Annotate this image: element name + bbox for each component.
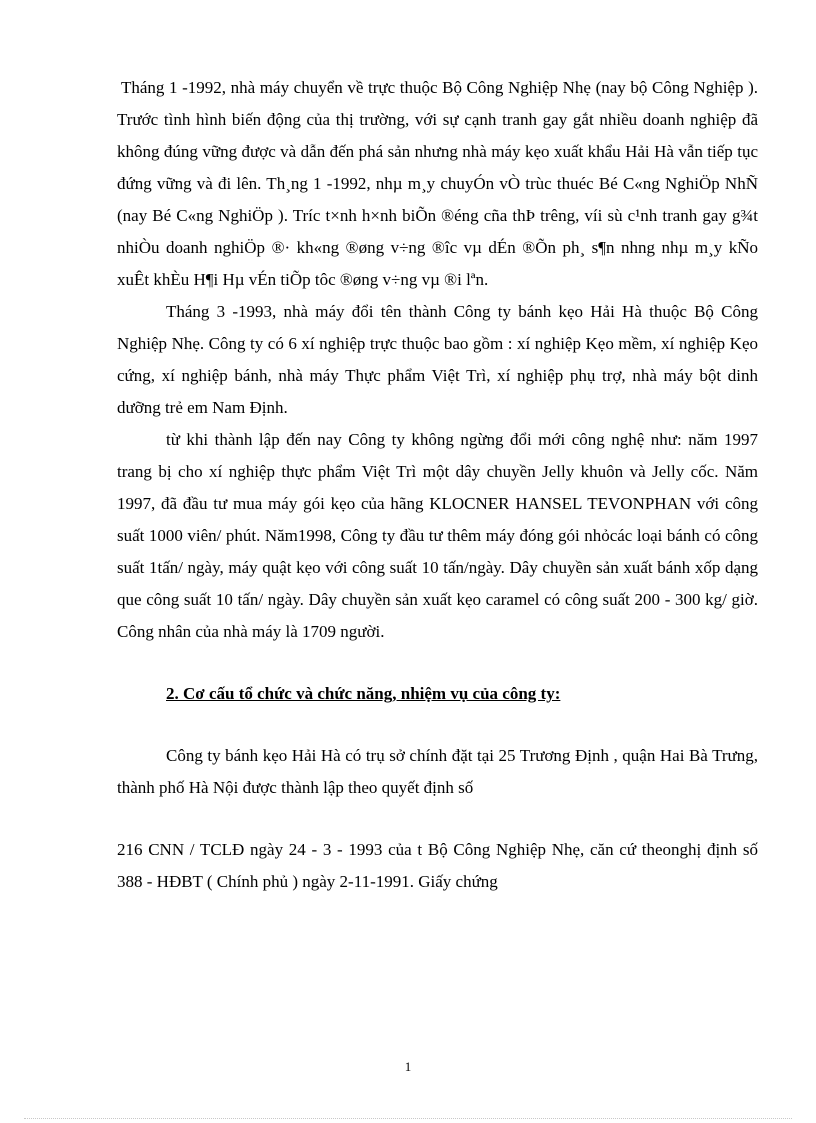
section-heading [117,678,758,710]
paragraph-history-1992: Tháng 1 -1992, nhà máy chuyển về trực thuộc Bộ Công Nghiệp Nhẹ (nay bộ Công Nghiệp ). Trước tình hình biến động của thị trường, với sự cạnh tranh gay gắt nhiều doanh nghiệp đã không đúng vững được và dẫn đến phá sản nhưng nhà máy kẹo xuất khẩu Hải Hà vẫn tiếp tục đứng vững và đi lên. Th¸ng 1 -1992, nhµ m¸y chuyÓn vÒ trùc thuéc Bé C«ng NghiÖp NhÑ (nay Bé C«ng NghiÖp ). Tríc t×nh h×nh biÕn ®éng cña thÞ trêng, víi sù c¹nh tranh gay g¾t nhiÒu doanh nghiÖp ®· kh«ng ®øng v÷ng ®îc vµ dÉn ®Õn ph¸ s¶n nhng nhµ m¸y kÑo xuÊt khÈu H¶i Hµ vÉn tiÕp tôc ®øng v÷ng vµ ®i lªn. [117,78,758,289]
page-body [117,72,758,898]
paragraph-headquarters: Công ty bánh kẹo Hải Hà có trụ sở chính đặt tại 25 Trương Định , quận Hai Bà Trưng, thành phố Hà Nội được thành lập theo quyết định số [117,746,758,797]
page-number: 1 [404,1059,412,1074]
paragraph-history-1993: Tháng 3 -1993, nhà máy đổi tên thành Công ty bánh kẹo Hải Hà thuộc Bộ Công Nghiệp Nhẹ. Công ty có 6 xí nghiệp trực thuộc bao gồm : xí nghiệp Kẹo mềm, xí nghiệp Kẹo cứng, xí nghiệp bánh, nhà máy Thực phẩm Việt Trì, xí nghiệp phụ trợ, nhà máy bột dinh dưỡng trẻ em Nam Định. [117,302,758,417]
section-heading-text: 2. Cơ cấu tổ chức và chức năng, nhiệm vụ của công ty: [166,684,561,703]
paragraph-technology-investment: từ khi thành lập đến nay Công ty không ngừng đổi mới công nghệ như: năm 1997 trang bị cho xí nghiệp thực phẩm Việt Trì một dây chuyền Jelly khuôn và Jelly cốc. Năm 1997, đã đầu tư mua máy gói kẹo của hãng KLOCNER HANSEL TEVONPHAN với công suất 1000 viên/ phút. Năm1998, Công ty đầu tư thêm máy đóng gói nhỏcác loại bánh có công suất 1tấn/ ngày, máy quật kẹo với công suất 10 tấn/ngày. Dây chuyền sản xuất bánh xốp dạng que công suất 10 tấn/ ngày. Dây chuyền sản xuất kẹo caramel có công suất 200 - 300 kg/ giờ. Công nhân của nhà máy là 1709 người. [117,430,758,641]
paragraph-decision: 216 CNN / TCLĐ ngày 24 - 3 - 1993 của t Bộ Công Nghiệp Nhẹ, căn cứ theonghị định số 388 - HĐBT ( Chính phủ ) ngày 2-11-1991. Giấy chứng [117,840,758,891]
page-bottom-divider [24,1118,792,1119]
